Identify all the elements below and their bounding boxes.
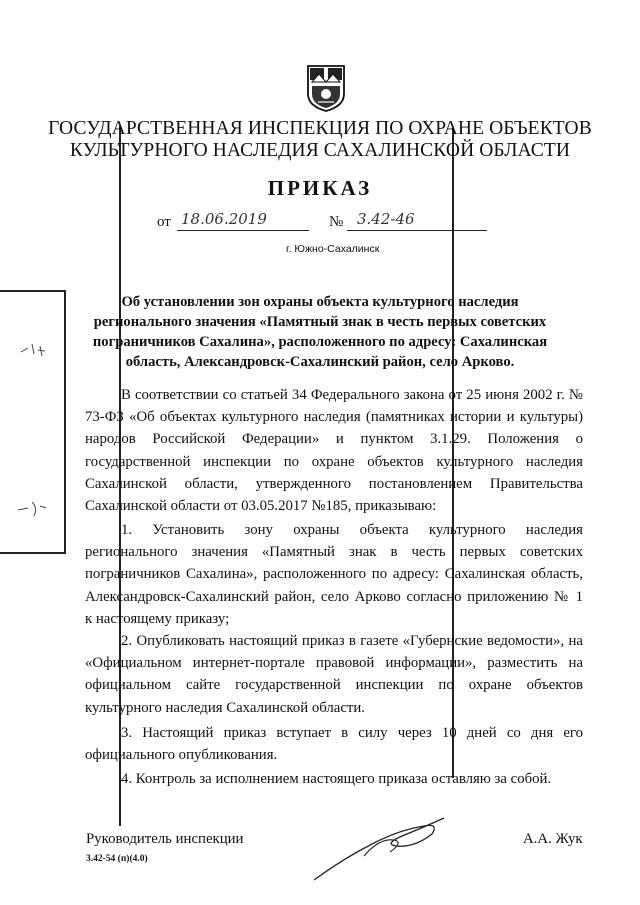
- document-code: 3.42-54 (п)(4.0): [86, 854, 148, 864]
- text-line: «Официальном интернет-портале правовой информации», разместить на: [85, 655, 583, 672]
- text-line: 1. Установить зону охраны объекта культурного наследия: [121, 522, 583, 538]
- text-line: В соответствии со статьей 34 Федерального закона от 25 июня 2002 г. №: [121, 387, 583, 403]
- signer-name: А.А. Жук: [523, 831, 583, 847]
- text-line: регионального значения «Памятный знак в честь первых советских: [85, 544, 583, 561]
- scan-edge-mark: [0, 552, 66, 554]
- text-line: государственной инспекции по охране объектов культурного наследия: [85, 453, 583, 470]
- coat-of-arms-icon: [304, 64, 348, 112]
- text-line: Сахалинской области от 03.05.2017 №185, приказываю:: [85, 498, 437, 515]
- text-line: пограничников Сахалина», расположенного по адресу: Сахалинская область,: [85, 566, 583, 583]
- order-item-3: [85, 722, 583, 766]
- text-line: 3. Настоящий приказ вступает в силу через 10 дней со дня его: [121, 725, 583, 741]
- org-title-line-1: ГОСУДАРСТВЕННАЯ ИНСПЕКЦИЯ ПО ОХРАНЕ ОБЪЕКТОВ: [48, 118, 592, 139]
- number-underline: [347, 230, 487, 231]
- text-line: официального опубликования.: [85, 747, 278, 764]
- text-line: 73-ФЗ «Об объектах культурного наследия (памятниках истории и культуры): [85, 409, 583, 426]
- text-line: к настоящему приказу;: [85, 610, 230, 627]
- date-prefix: от: [157, 214, 171, 230]
- text-line: 2. Опубликовать настоящий приказ в газете «Губернские ведомости», на: [121, 633, 583, 649]
- document-type: ПРИКАЗ: [267, 176, 373, 200]
- subject-line: регионального значения «Памятный знак в честь первых советских: [93, 314, 547, 330]
- subject-block: [0, 292, 640, 372]
- signer-position: Руководитель инспекции: [86, 831, 244, 847]
- number-prefix: №: [329, 214, 344, 230]
- org-title-line-2: КУЛЬТУРНОГО НАСЛЕДИЯ САХАЛИНСКОЙ ОБЛАСТИ: [69, 140, 571, 161]
- order-item-1: [85, 519, 583, 630]
- order-item-2: [85, 630, 583, 719]
- subject-line: Об установлении зон охраны объекта культурного наследия: [121, 294, 519, 310]
- order-item-4: [85, 768, 583, 790]
- text-line: народов Российской Федерации» и пунктом 3.1.29. Положения о: [85, 431, 583, 448]
- date-underline: [177, 230, 309, 231]
- subject-line: пограничников Сахалина», расположенного по адресу: Сахалинская: [92, 334, 548, 350]
- date-row: [157, 210, 487, 236]
- number-value: 3.42-46: [357, 210, 415, 228]
- text-line: 4. Контроль за исполнением настоящего приказа оставляю за собой.: [121, 771, 552, 787]
- date-value: 18.06.2019: [181, 210, 267, 228]
- preamble-paragraph: [85, 384, 583, 517]
- text-line: Александровск-Сахалинский район, село Арково согласно приложению № 1: [85, 588, 583, 605]
- city-label: г. Южно-Сахалинск: [286, 243, 380, 255]
- subject-line: область, Александровск-Сахалинский район, село Арково.: [125, 354, 515, 370]
- handwritten-signature: [304, 808, 454, 888]
- text-line: культурного наследия Сахалинской области.: [85, 699, 365, 716]
- scan-smudge: [16, 496, 50, 520]
- text-line: официальном сайте государственной инспекции по охране объектов: [85, 677, 583, 694]
- text-line: Сахалинской области, утвержденного постановлением Правительства: [85, 475, 583, 492]
